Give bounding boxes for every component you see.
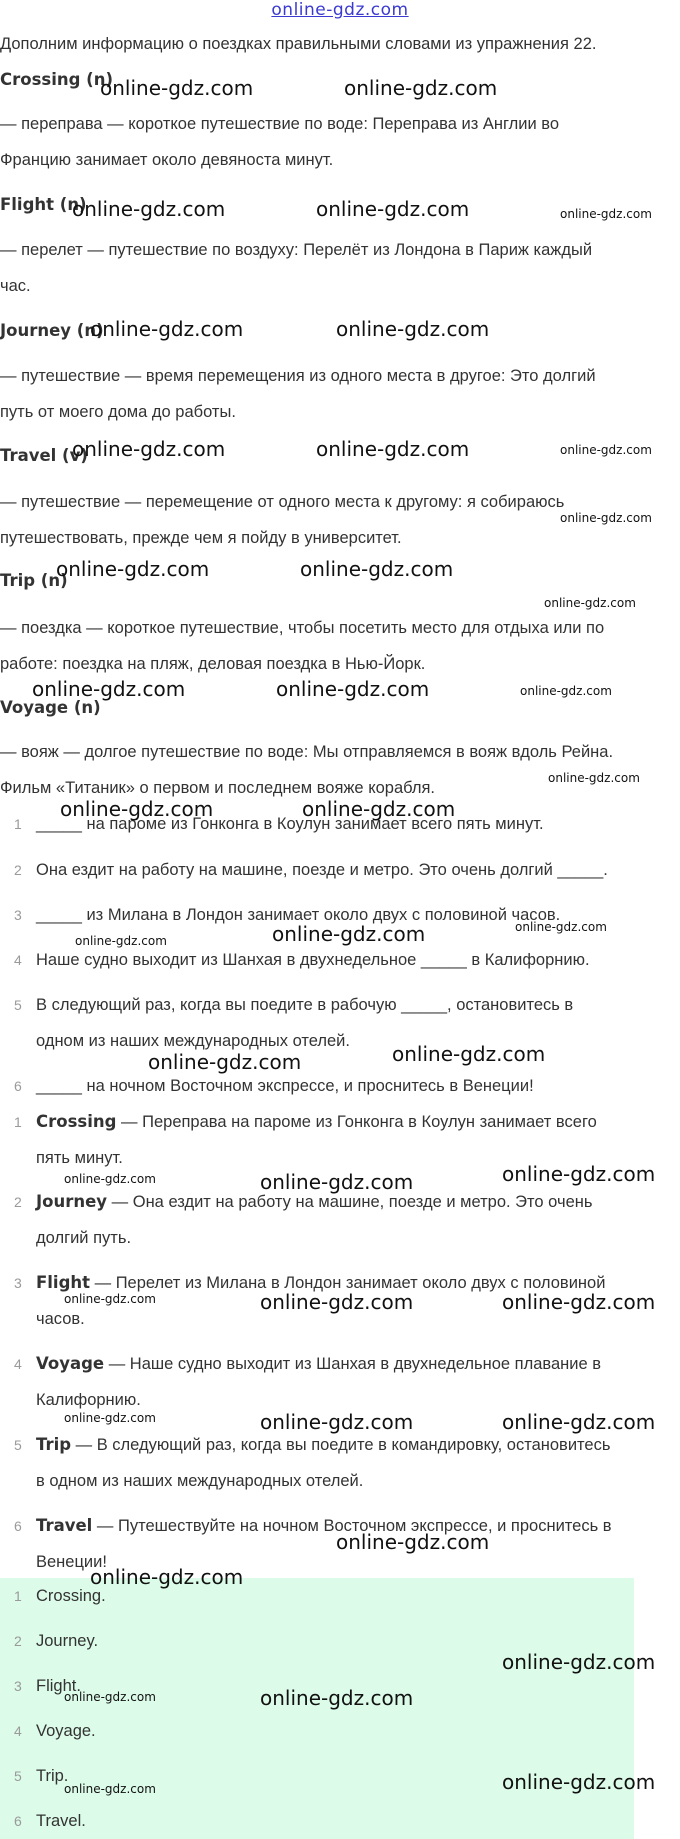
exercise-sentence: В следующий раз, когда вы поедите в рабочую _____, остановитесь в <box>36 996 574 1014</box>
solution-sentence-cont: Венеции! <box>36 1553 107 1571</box>
solution-number: 2 <box>14 1194 22 1210</box>
definition-voyage-line1: — вояж — долгое путешествие по воде: Мы отправляемся в вояж вдоль Рейна. <box>0 743 614 761</box>
watermark: online-gdz.com <box>560 511 652 525</box>
solution-number: 5 <box>14 1437 22 1453</box>
exercise-number: 5 <box>14 997 22 1013</box>
exercise-number: 4 <box>14 952 22 968</box>
watermark: online-gdz.com <box>336 317 490 341</box>
solution-number: 4 <box>14 1356 22 1372</box>
watermark: online-gdz.com <box>64 1690 156 1704</box>
exercise-sentence: Она ездит на работу на машине, поезде и метро. Это очень долгий _____. <box>36 861 608 879</box>
definition-crossing-line2: Францию занимает около девяноста минут. <box>0 151 334 169</box>
watermark: online-gdz.com <box>56 557 210 581</box>
exercise-number: 1 <box>14 816 22 832</box>
watermark: online-gdz.com <box>502 1410 656 1434</box>
answer-item: Flight. <box>36 1677 81 1695</box>
watermark: online-gdz.com <box>72 197 226 221</box>
term-crossing: Crossing (n) <box>0 70 114 89</box>
exercise-sentence: _____ на ночном Восточном экспрессе, и проснитесь в Венеции! <box>36 1077 534 1095</box>
exercise-number: 2 <box>14 862 22 878</box>
answer-number: 1 <box>14 1588 22 1604</box>
solution-text: — Перелет из Милана в Лондон занимает около двух с половиной <box>90 1274 606 1292</box>
solution-word: Crossing <box>36 1112 117 1131</box>
definition-travel-line1: — путешествие — перемещение от одного места к другому: я собираюсь <box>0 493 565 511</box>
term-journey: Journey (n) <box>0 321 104 340</box>
solution-word: Journey <box>36 1192 108 1211</box>
watermark: online-gdz.com <box>336 1530 490 1554</box>
watermark: online-gdz.com <box>515 920 607 934</box>
watermark: online-gdz.com <box>64 1411 156 1425</box>
definition-voyage-line2: Фильм «Титаник» о первом и последнем вояже корабля. <box>0 779 435 797</box>
watermark: online-gdz.com <box>64 1172 156 1186</box>
watermark: online-gdz.com <box>148 1050 302 1074</box>
exercise-sentence-cont: одном из наших международных отелей. <box>36 1032 350 1050</box>
solution-word: Voyage <box>36 1354 105 1373</box>
watermark: online-gdz.com <box>548 771 640 785</box>
watermark: online-gdz.com <box>502 1650 656 1674</box>
definition-trip-line1: — поездка — короткое путешествие, чтобы посетить место для отдыха или по <box>0 619 605 637</box>
watermark: online-gdz.com <box>520 684 612 698</box>
definition-crossing-line1: — переправа — короткое путешествие по воде: Переправа из Англии во <box>0 115 560 133</box>
watermark: online-gdz.com <box>260 1290 414 1314</box>
solution-sentence-cont: долгий путь. <box>36 1229 132 1247</box>
exercise-sentence: _____ на пароме из Гонконга в Коулун занимает всего пять минут. <box>36 815 544 833</box>
solution-sentence <box>36 1104 668 1140</box>
watermark: online-gdz.com <box>260 1686 414 1710</box>
answer-number: 3 <box>14 1678 22 1694</box>
watermark: online-gdz.com <box>560 207 652 221</box>
watermark: online-gdz.com <box>560 443 652 457</box>
answer-number: 6 <box>14 1813 22 1829</box>
watermark: online-gdz.com <box>502 1162 656 1186</box>
answer-item: Journey. <box>36 1632 99 1650</box>
watermark: online-gdz.com <box>544 596 636 610</box>
watermark: online-gdz.com <box>90 317 244 341</box>
definition-journey-line1: — путешествие — время перемещения из одного места в другое: Это долгий <box>0 367 596 385</box>
solution-text: — Наше судно выходит из Шанхая в двухнедельное плавание в <box>104 1355 602 1373</box>
watermark: online-gdz.com <box>260 1170 414 1194</box>
watermark: online-gdz.com <box>32 677 186 701</box>
answer-item: Voyage. <box>36 1722 96 1740</box>
solution-number: 3 <box>14 1275 22 1291</box>
watermark: online-gdz.com <box>64 1782 156 1796</box>
watermark: online-gdz.com <box>302 797 456 821</box>
solution-sentence-cont: часов. <box>36 1310 85 1328</box>
solution-word: Travel <box>36 1516 93 1535</box>
exercise-number: 3 <box>14 907 22 923</box>
watermark: online-gdz.com <box>392 1042 546 1066</box>
solution-number: 6 <box>14 1518 22 1534</box>
answer-number: 2 <box>14 1633 22 1649</box>
term-flight: Flight (n) <box>0 195 87 214</box>
solution-number: 1 <box>14 1114 22 1130</box>
watermark: online-gdz.com <box>344 76 498 100</box>
solution-sentence-cont: Калифорнию. <box>36 1391 141 1409</box>
watermark: online-gdz.com <box>502 1770 656 1794</box>
site-logo[interactable]: online-gdz.com <box>271 0 409 20</box>
definition-flight-line2: час. <box>0 277 31 295</box>
watermark: online-gdz.com <box>300 557 454 581</box>
answer-item: Travel. <box>36 1812 86 1830</box>
solution-sentence-cont: в одном из наших международных отелей. <box>36 1472 364 1490</box>
watermark: online-gdz.com <box>316 437 470 461</box>
answer-item: Trip. <box>36 1767 69 1785</box>
solution-word: Flight <box>36 1273 91 1292</box>
solution-sentence-cont: пять минут. <box>36 1149 123 1167</box>
watermark: online-gdz.com <box>64 1292 156 1306</box>
solution-text: — Переправа на пароме из Гонконга в Коулун занимает всего <box>116 1113 597 1131</box>
definition-trip-line2: работе: поездка на пляж, деловая поездка в Нью-Йорк. <box>0 655 426 673</box>
solution-text: — Путешествуйте на ночном Восточном экспрессе, и проснитесь в <box>92 1517 612 1535</box>
watermark: online-gdz.com <box>90 1565 244 1589</box>
answer-number: 5 <box>14 1768 22 1784</box>
answer-item: Crossing. <box>36 1587 106 1605</box>
watermark: online-gdz.com <box>60 797 214 821</box>
solution-sentence <box>36 1346 668 1382</box>
exercise-sentence: Наше судно выходит из Шанхая в двухнедельное _____ в Калифорнию. <box>36 951 590 969</box>
watermark: online-gdz.com <box>276 677 430 701</box>
watermark: online-gdz.com <box>75 934 167 948</box>
watermark: online-gdz.com <box>72 437 226 461</box>
watermark: online-gdz.com <box>502 1290 656 1314</box>
intro-text: Дополним информацию о поездках правильными словами из упражнения 22. <box>0 35 597 53</box>
watermark: online-gdz.com <box>260 1410 414 1434</box>
definition-journey-line2: путь от моего дома до работы. <box>0 403 236 421</box>
solution-text: — Она ездит на работу на машине, поезде и метро. Это очень <box>107 1193 593 1211</box>
term-travel: Travel (v) <box>0 446 88 465</box>
term-voyage: Voyage (n) <box>0 698 101 717</box>
solution-word: Trip <box>36 1435 72 1454</box>
solution-text: — В следующий раз, когда вы поедите в командировку, остановитесь <box>71 1436 611 1454</box>
definition-flight-line1: — перелет — путешествие по воздуху: Перелёт из Лондона в Париж каждый <box>0 241 593 259</box>
exercise-sentence: _____ из Милана в Лондон занимает около двух с половиной часов. <box>36 906 561 924</box>
term-trip: Trip (n) <box>0 571 68 590</box>
watermark: online-gdz.com <box>100 76 254 100</box>
watermark: online-gdz.com <box>316 197 470 221</box>
answer-number: 4 <box>14 1723 22 1739</box>
exercise-number: 6 <box>14 1078 22 1094</box>
definition-travel-line2: путешествовать, прежде чем я пойду в университет. <box>0 529 402 547</box>
watermark: online-gdz.com <box>272 922 426 946</box>
